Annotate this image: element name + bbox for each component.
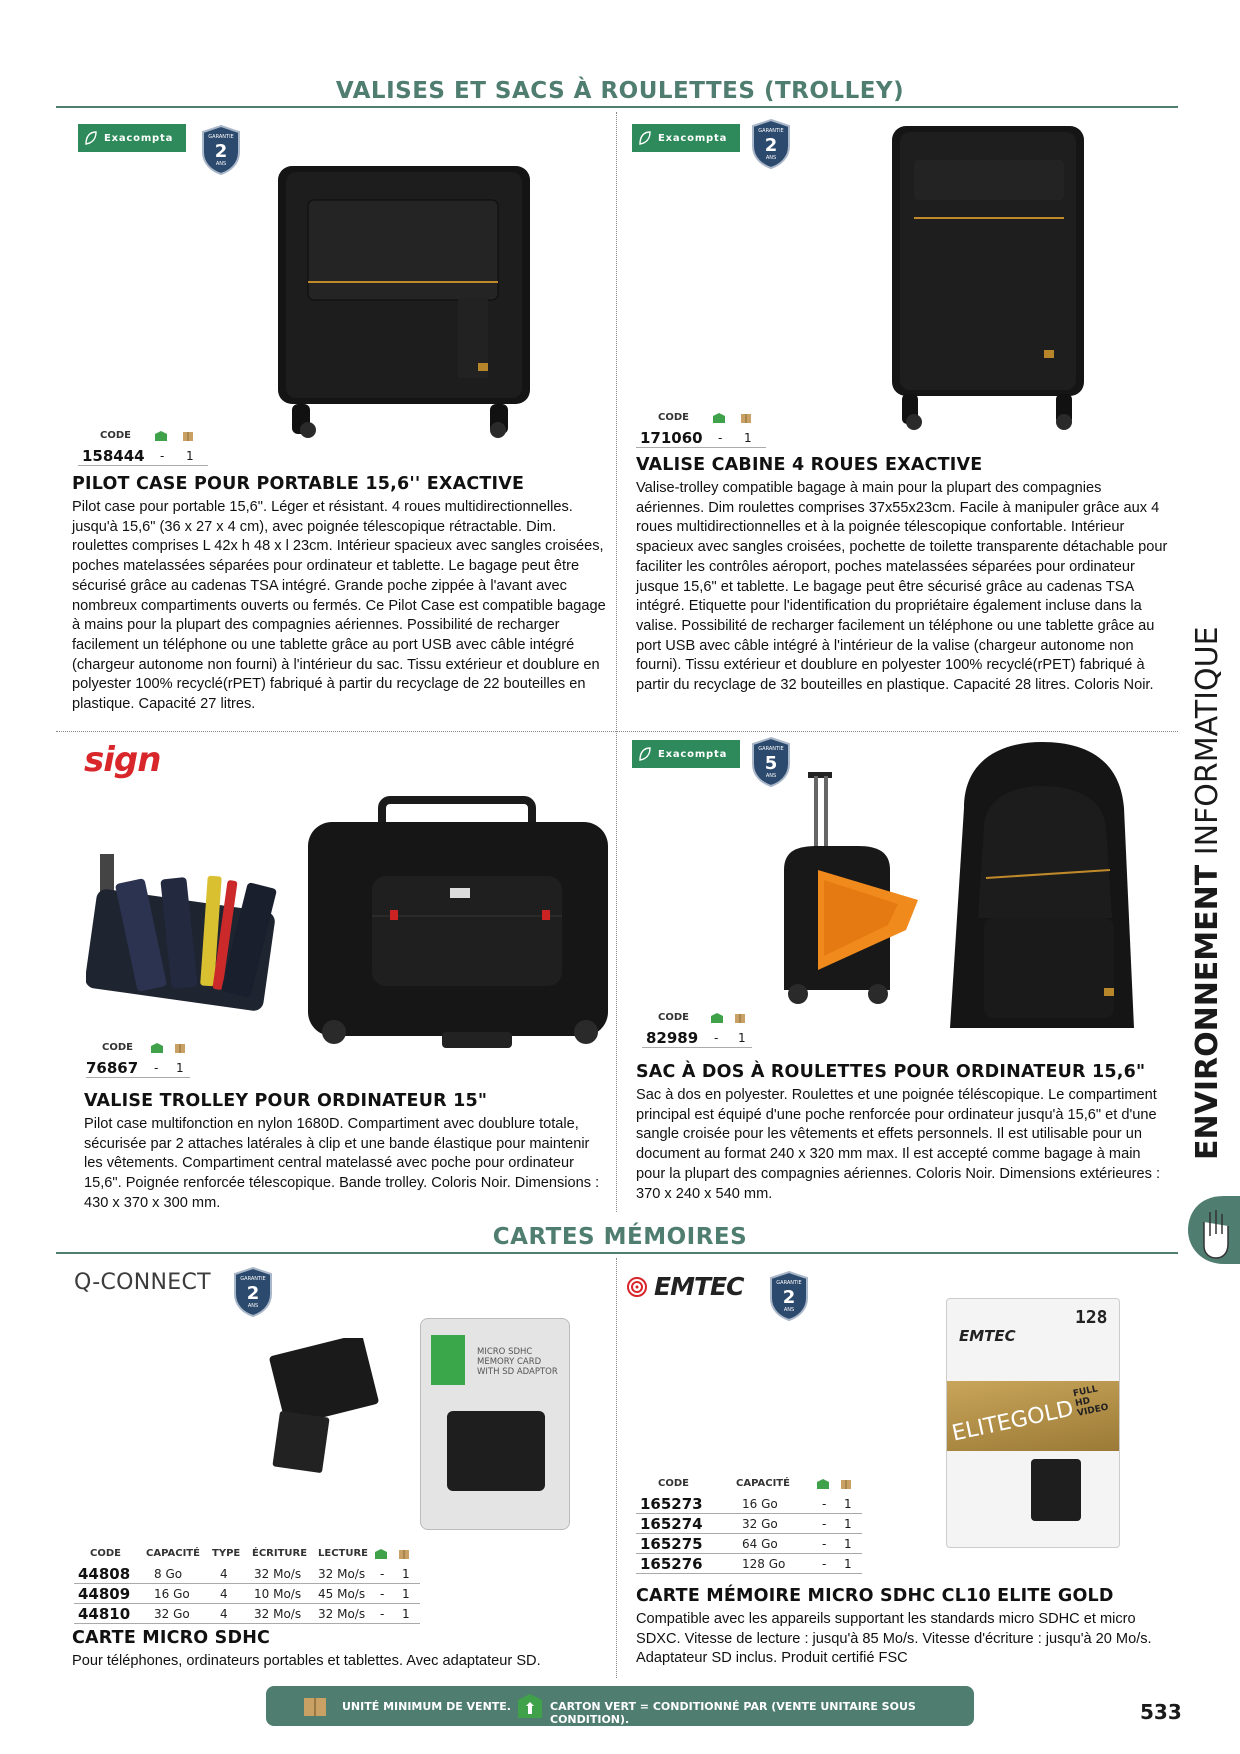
section-title-memory: CARTES MÉMOIRES [492,1224,748,1250]
exacompta-logo [78,124,186,152]
product-code: 171060 [640,429,703,447]
type-cell: 4 [220,1607,228,1621]
section-rule [56,1252,1178,1254]
code-header: CODE [658,1012,689,1023]
product-code: 82989 [646,1029,699,1047]
code-table-header [636,410,766,428]
code-header: CODE [102,1042,133,1053]
svg-text:2: 2 [246,1283,260,1304]
type-cell: 4 [220,1587,228,1601]
qconnect-package-logo [431,1335,465,1385]
package-card [447,1411,545,1491]
write-speed-cell: 10 Mo/s [254,1587,302,1601]
package-brand: EMTEC [959,1327,1016,1345]
code-table-header [86,1040,216,1058]
product-title: CARTE MICRO SDHC [72,1628,271,1648]
read-speed-cell: 45 Mo/s [318,1587,366,1601]
svg-text:ANS: ANS [247,1303,259,1309]
product-code: 44809 [78,1585,131,1603]
unit-box-icon [398,1548,410,1560]
elite-gold-package [946,1298,1120,1548]
sidebar-category-light: INFORMATIQUE [1190,626,1225,865]
exacompta-logo [632,124,740,152]
code-header: CODE [100,430,131,441]
svg-text:2: 2 [214,141,228,162]
unit-box-icon [174,1042,186,1054]
green-carton-icon [712,412,726,424]
capacity-cell: 32 Go [742,1517,778,1531]
unit-value: 1 [844,1517,852,1531]
type-cell: 4 [220,1567,228,1581]
unit-value: 1 [402,1587,410,1601]
product-code: 165273 [640,1495,703,1513]
table-row [636,1554,862,1574]
unit-box-icon [740,412,752,424]
section-rule [56,106,1178,108]
product-description: Sac à dos en polyester. Roulettes et une poignée téléscopique. Le compartiment principal est équipé d'une poche renforcée pour ordinateur jusqu'à 15,6" et d'une sangle croisée pour les vêtements et effets personnels. Il est utilisable pour un document au format 240 x 320 mm max. Il est accepté comme bagage à main pour la plupart des compagnies aériennes. Coloris Noir. Dimensions extérieures : 370 x 240 x 540 mm. [636,1087,1161,1202]
svg-text:GARANTIE: GARANTIE [208,134,234,140]
product-description: Pilot case pour portable 15,6". Léger et résistant. 4 roues multidirectionnelles. jusqu'à 15,6" (36 x 27 x 4 cm), avec poignée télescopique rétractable. Dim. roulettes comprises L 42x h 48 x l 23cm. Intérieur spacieux avec sangles croisées, poches matelassées séparées pour ordinateur et tablette. Le bagage peut être sécurisé grâce au cadenas TSA intégré. Grande poche zippée à l'avant avec nombreux compartiments ouverts ou fermés. Ce Pilot Case est compatible bagage à mains pour la plupart des compagnies aériennes. Possibilité de recharger facilement un téléphone ou une tablette grâce au port USB avec câble intégré (chargeur autonome non fourni) à l'intérieur du sac. Tissu extérieur et doublure en polyester 100% recyclé(rPET) fabriqué à partir du recyclage de 22 bouteilles en plastique. Capacité 27 litres. [72,499,606,713]
emtec-logo [626,1272,743,1301]
table-row [636,1514,862,1534]
lecture-header: LECTURE [318,1548,369,1559]
hand-touch-icon [1184,1192,1240,1268]
svg-text:ANS: ANS [215,161,227,167]
pilot-case-image [268,158,540,440]
capacity-cell: 8 Go [154,1567,183,1581]
code-table-pilot-case [78,428,208,466]
row-divider [56,731,1178,732]
unit-box-icon [182,430,194,442]
product-description: Pour téléphones, ordinateurs portables et tablettes. Avec adaptateur SD. [72,1653,541,1669]
package-card [1031,1459,1081,1521]
product-title: PILOT CASE POUR PORTABLE 15,6'' EXACTIVE [72,474,525,494]
capacity-cell: 16 Go [742,1497,778,1511]
svg-text:GARANTIE: GARANTIE [776,1280,802,1286]
micro-sd-package [420,1318,570,1530]
code-table-header [636,1476,862,1494]
table-row [636,1494,862,1514]
valise-trolley-closed-image [302,796,614,1062]
product-title: CARTE MÉMOIRE MICRO SDHC CL10 ELITE GOLD [636,1586,1114,1606]
green-carton-value: - [154,1061,159,1075]
exacompta-leaf-icon [638,130,652,146]
table-row [642,1028,752,1048]
svg-text:2: 2 [764,135,778,156]
product-title: VALISE TROLLEY POUR ORDINATEUR 15" [84,1091,488,1111]
capacity-cell: 128 Go [742,1557,786,1571]
footer-legend [266,1686,974,1726]
green-carton-icon [374,1548,388,1560]
unit-value: 1 [844,1497,852,1511]
green-carton-icon [710,1012,724,1024]
write-speed-cell: 32 Mo/s [254,1567,302,1581]
read-speed-cell: 32 Mo/s [318,1607,366,1621]
product-code: 165275 [640,1535,703,1553]
green-carton-icon [154,430,168,442]
qconnect-logo [74,1270,211,1295]
code-header: CODE [658,412,689,423]
code-table-header [74,1546,420,1564]
exacompta-text: Exacompta [658,132,728,144]
emtec-target-icon [626,1276,648,1298]
type-header: TYPE [212,1548,241,1559]
write-speed-cell: 32 Mo/s [254,1607,302,1621]
unit-value: 1 [176,1061,184,1075]
guarantee-2-years-icon [768,1270,810,1322]
exacompta-leaf-icon [84,130,98,146]
page-number: 533 [1140,1700,1182,1724]
product-title: VALISE CABINE 4 ROUES EXACTIVE [636,455,983,475]
code-header: CODE [658,1478,689,1489]
product-code: 44810 [78,1605,131,1623]
carton-legend-label: CARTON VERT = CONDITIONNÉ PAR (VENTE UNITAIRE SOUS CONDITION). [550,1700,916,1726]
svg-text:GARANTIE: GARANTIE [240,1276,266,1282]
unit-value: 1 [186,449,194,463]
green-carton-value: - [822,1557,827,1571]
svg-text:5: 5 [764,753,778,774]
guarantee-2-years-icon [200,124,242,176]
qconnect-text: Q-CONNECT [74,1270,211,1295]
code-table-sac-dos [642,1010,772,1048]
read-speed-cell: 32 Mo/s [318,1567,366,1581]
column-divider [616,1258,617,1678]
capacite-header: CAPACITÉ [146,1548,200,1559]
table-row [86,1058,190,1078]
package-hd: FULL HD VIDEO [1072,1384,1110,1419]
valise-trolley-open-image [86,850,282,1020]
green-carton-value: - [822,1497,827,1511]
product-code: 158444 [82,447,145,465]
unit-value: 1 [744,431,752,445]
micro-sd-cards-image [262,1338,386,1478]
emtec-text: EMTEC [654,1272,744,1301]
unit-value: 1 [402,1607,410,1621]
unit-box-icon [840,1478,852,1490]
product-description: Compatible avec les appareils supportant les standards micro SDHC et micro SDXC. Vitesse de lecture : jusqu'à 85 Mo/s. Vitesse d'écriture : jusqu'à 20 Mo/s. Adaptateur SD inclus. Produit certifié FSC [636,1611,1152,1667]
code-table-valise-cabine [636,410,766,448]
valise-cabine-image [884,120,1094,432]
svg-text:ANS: ANS [765,773,777,779]
code-table-header [78,428,208,446]
code-table-valise-trolley [86,1040,216,1078]
product-description: Pilot case multifonction en nylon 1680D. Compartiment avec doublure totale, sécurisée par 2 attaches latérales à clip et une bande élastique pour maintenir les vêtements. Compartiment central matelassé avec poche pour ordinateur 15,6". Poignée renforcée télescopique. Bande trolley. Coloris Noir. Dimensions : 430 x 370 x 300 mm. [84,1116,600,1211]
unit-value: 1 [402,1567,410,1581]
code-table-elite-gold [636,1476,862,1574]
table-row [78,446,208,466]
sidebar-category [1190,626,1225,1160]
unit-value: 1 [738,1031,746,1045]
product-code: 44808 [78,1565,131,1583]
product-code: 165274 [640,1515,703,1533]
table-row [74,1584,420,1604]
section-title-trolley: VALISES ET SACS À ROULETTES (TROLLEY) [335,78,905,104]
unit-value: 1 [844,1557,852,1571]
guarantee-2-years-icon [750,118,792,170]
column-divider [616,112,617,1212]
exacompta-text: Exacompta [104,132,174,144]
green-carton-value: - [718,431,723,445]
green-carton-value: - [380,1607,385,1621]
svg-text:2: 2 [782,1287,796,1308]
green-carton-value: - [380,1567,385,1581]
capacity-cell: 16 Go [154,1587,190,1601]
green-carton-value: - [822,1537,827,1551]
ecriture-header: ÉCRITURE [252,1548,308,1559]
table-row [74,1564,420,1584]
exacompta-logo [632,740,740,768]
product-description: Valise-trolley compatible bagage à main pour la plupart des compagnies aériennes. Dim roulettes comprises 37x55x23cm. Facile à manipuler grâce aux 4 roues multidirectionnelles et à la poignée télescopique confortable. Intérieur spacieux avec sangles croisées, pochette de toilette transparente détachable pour faciliter les contrôles aéroport, poches matelassées séparées pour ordinateur jusque 15,6" et tablette. Le bagage peut être sécurisé grâce au cadenas TSA intégré. Etiquette pour l'identification du propriétaire également incluse dans la valise. Possibilité de recharger facilement un téléphone ou une tablette grâce au port USB avec câble intégré à l'intérieur de la valise (chargeur autonome non fourni). Tissu extérieur et doublure en polyester 100% recyclé(rPET) fabriqué à partir du recyclage de 32 bouteilles en plastique. Capacité 28 litres. Coloris Noir. [636,480,1168,694]
green-carton-value: - [822,1517,827,1531]
exacompta-text: Exacompta [658,748,728,760]
svg-text:ANS: ANS [783,1307,795,1313]
green-carton-value: - [160,449,165,463]
table-row [636,1534,862,1554]
exacompta-leaf-icon [638,746,652,762]
capacite-header: CAPACITÉ [736,1478,790,1489]
sac-dos-open-image [778,770,934,1010]
code-table-header [642,1010,772,1028]
table-row [74,1604,420,1624]
svg-text:GARANTIE: GARANTIE [758,746,784,752]
package-capacity: 128 [1075,1307,1108,1328]
guarantee-2-years-icon [232,1266,274,1318]
capacity-cell: 64 Go [742,1537,778,1551]
sidebar-category-bold: ENVIRONNEMENT [1190,864,1225,1160]
product-code: 76867 [86,1059,139,1077]
green-carton-icon [816,1478,830,1490]
sign-logo: sign [84,740,161,780]
green-carton-icon [150,1042,164,1054]
package-line: ELITEGOLD [949,1396,1076,1447]
green-carton-icon [516,1692,544,1720]
svg-text:ANS: ANS [765,155,777,161]
product-title: SAC À DOS À ROULETTES POUR ORDINATEUR 15,6" [636,1062,1146,1082]
unit-box-icon [302,1694,328,1718]
code-header: CODE [90,1548,121,1559]
unit-legend-label: UNITÉ MINIMUM DE VENTE. [342,1700,511,1713]
unit-value: 1 [844,1537,852,1551]
capacity-cell: 32 Go [154,1607,190,1621]
svg-text:GARANTIE: GARANTIE [758,128,784,134]
green-carton-value: - [714,1031,719,1045]
sac-dos-closed-image [934,738,1150,1040]
product-code: 165276 [640,1555,703,1573]
unit-box-icon [734,1012,746,1024]
package-text: MICRO SDHC MEMORY CARD WITH SD ADAPTOR [477,1347,558,1377]
green-carton-value: - [380,1587,385,1601]
code-table-micro-sdhc [74,1546,420,1624]
table-row [636,428,766,448]
